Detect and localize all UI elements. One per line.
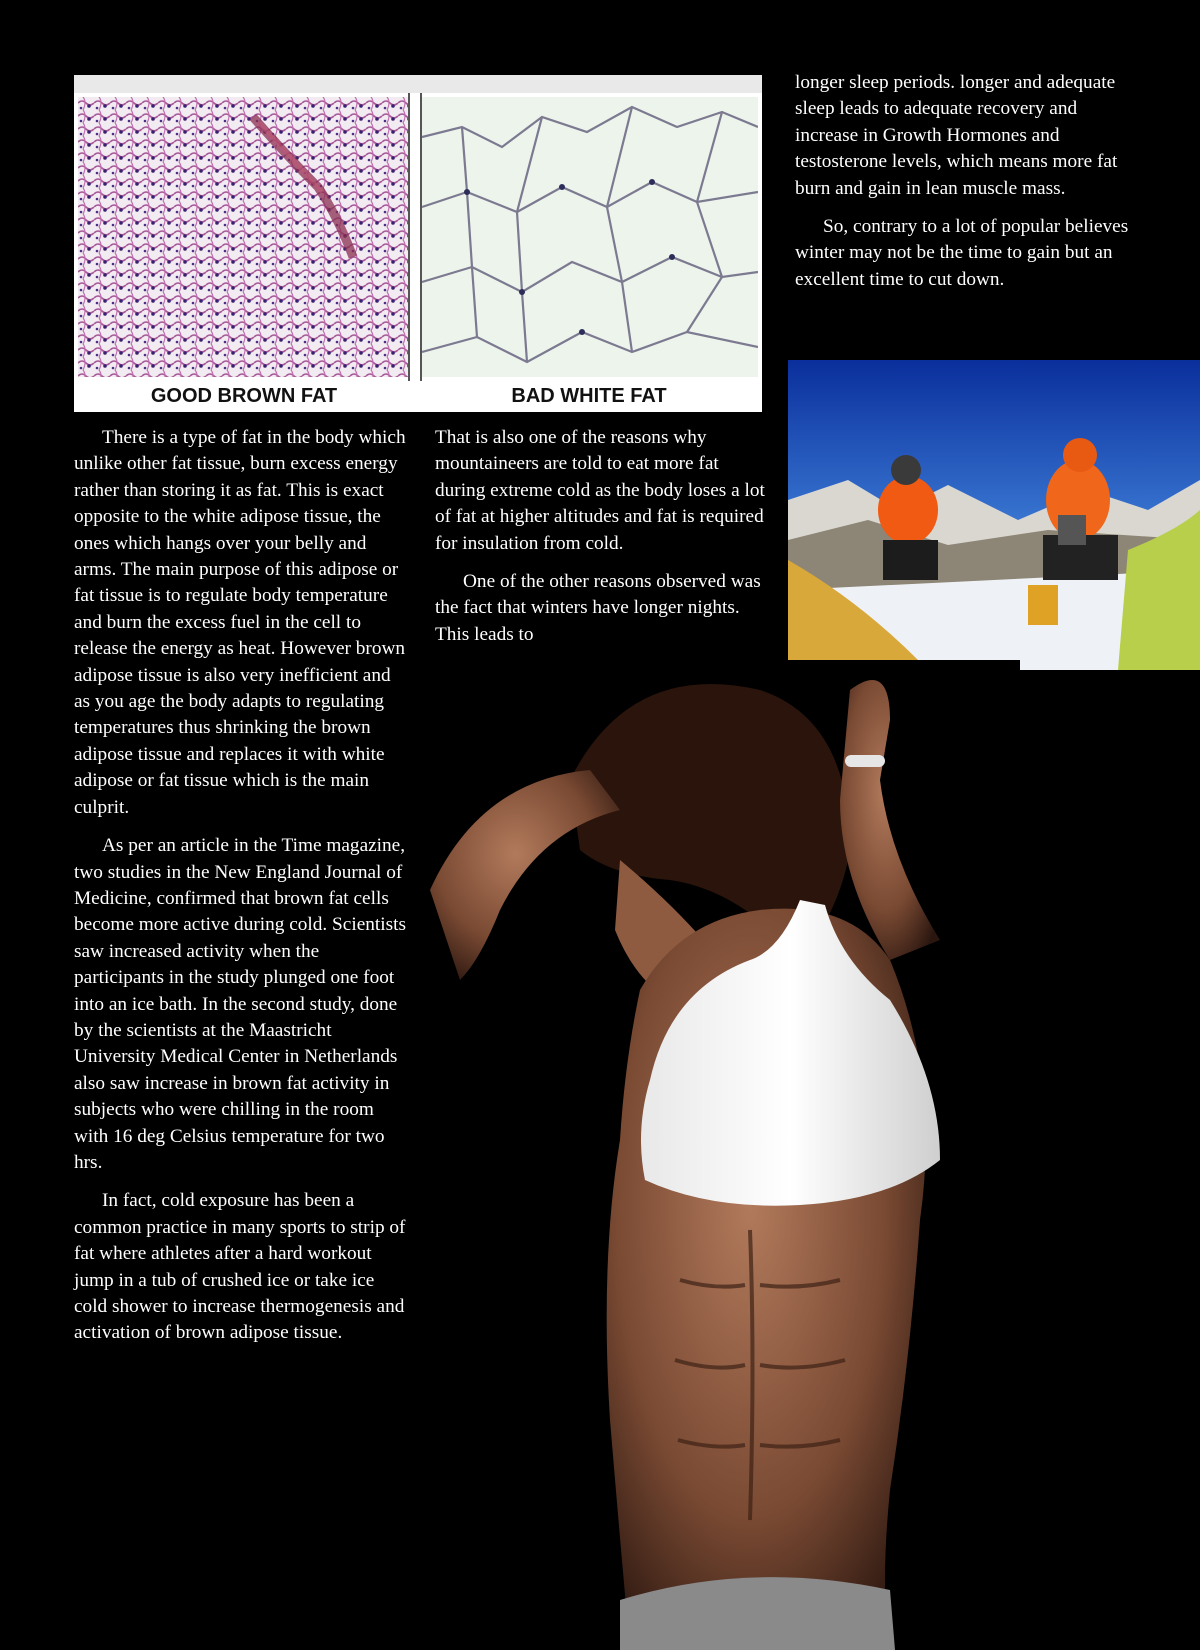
- middle-text-column: [435, 425, 770, 660]
- brown-fat-label: GOOD BROWN FAT: [150, 385, 338, 407]
- white-fat-label: BAD WHITE FAT: [511, 385, 667, 407]
- figure-top-bar: [74, 75, 762, 93]
- paragraph: longer sleep periods. longer and adequate sleep leads to adequate recovery and increase in Growth Hormones and testosterone levels, which means more fat burn and gain in lean muscle mass.: [795, 72, 1118, 199]
- paragraph: That is also one of the reasons why mountaineers are told to eat more fat during extreme cold as the body loses a lot of fat at higher altitudes and fat is required for insulation from cold.: [435, 427, 765, 554]
- fat-comparison-figure: [74, 75, 762, 412]
- paragraph: In fact, cold exposure has been a common practice in many sports to strip of fat where athletes after a hard workout jump in a tub of crushed ice or take ice cold shower to increase thermogenesis and activation of brown adipose tissue.: [74, 1190, 406, 1344]
- fitness-woman-photo: [420, 660, 1020, 1650]
- figure-divider: [408, 93, 422, 381]
- brown-fat-micrograph: [78, 97, 408, 377]
- paragraph: So, contrary to a lot of popular believes winter may not be the time to gain but an excellent time to cut down.: [795, 216, 1129, 290]
- paragraph: As per an article in the Time magazine, two studies in the New England Journal of Medicine, confirmed that brown fat cells become more active during cold. Scientists saw increased activity when the participants in the study plunged one foot into an ice bath. In the second study, done by the scientists at the Maastricht University Medical Center in Netherlands also saw increase in brown fat activity in subjects who were chilling in the room with 16 deg Celsius temperature for two hrs.: [74, 835, 406, 1173]
- right-text-column: [795, 70, 1135, 305]
- mountaineers-photo: [788, 360, 1200, 670]
- paragraph: One of the other reasons observed was the fact that winters have longer nights. This leads to: [435, 571, 761, 645]
- white-fat-micrograph: [422, 97, 758, 377]
- left-text-column: [74, 425, 409, 1359]
- paragraph: There is a type of fat in the body which unlike other fat tissue, burn excess energy rather than storing it as fat. This is exact opposite to the white adipose tissue, the ones which hangs over your belly and arms. The main purpose of this adipose or fat tissue is to regulate body temperature and burn the excess fuel in the cell to release the energy as heat. However brown adipose tissue is also very inefficient and as you age the body adapts to regulating temperatures thus shrinking the brown adipose tissue and replaces it with white adipose or fat tissue which is the main culprit.: [74, 427, 406, 818]
